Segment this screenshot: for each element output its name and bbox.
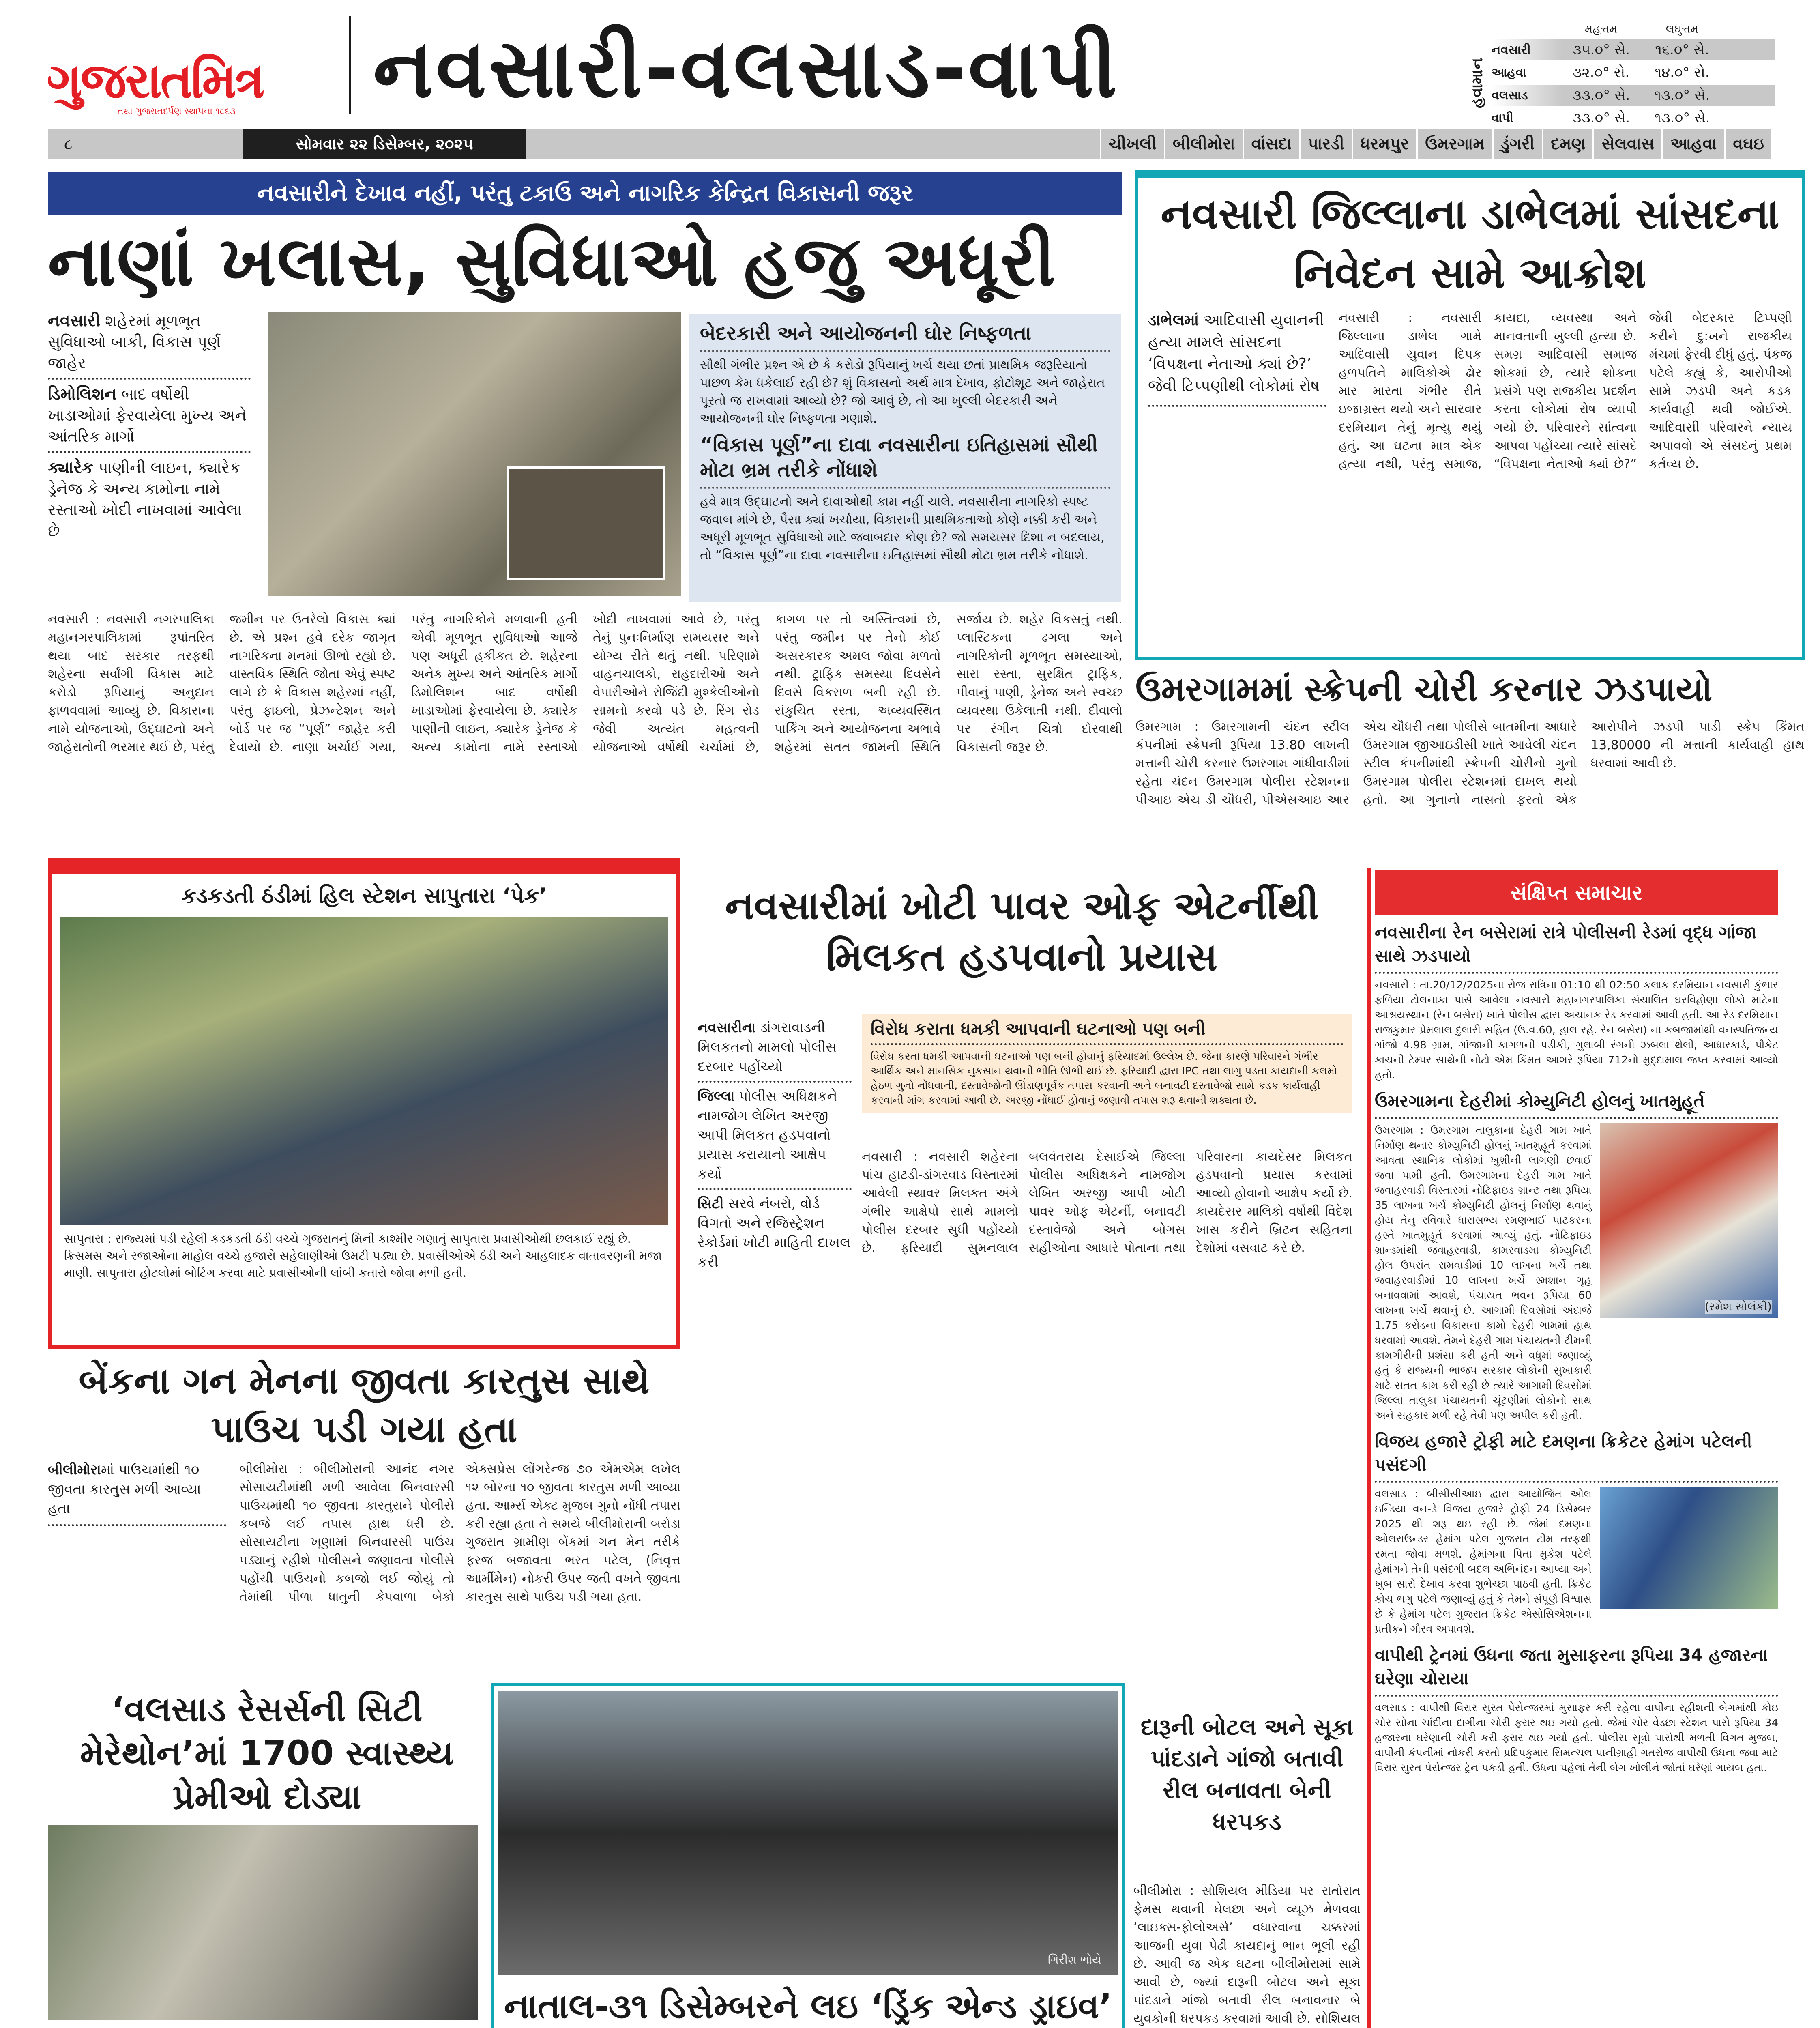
nav-town[interactable]: દમણ bbox=[1542, 129, 1592, 159]
brief-body: નવસારી : તા.20/12/2025ના રોજ રાત્રિના 01:10 થી 02:50 કલાક દરમિયાન નવસારી કુંભાર ફળિયા ટોલનાકા પાસે આવેલા નવસારી મહાનગરપાલિકા સંચાલિત ઘરવિહોણા લોકો માટેના આશ્રયસ્થાન (રેન બસેરા) ખાતે પોલીસ દ્વારા અચાનક રેડ કરવામાં આવી હતી. આ રેડ દરમિયાન રાજકુમાર પ્રેમલાલ દુલારી સહિત (ઉ.વ.60, હાલ રહે. રેન બસેરા) ના કબજામાંથી વનસ્પતિજન્ય ગાંજો 4.98 ગ્રામ, ગાંજાની કાગળની પડીકી, ગુલાબી રંગની ઝબલા થેલી, આધારકાર્ડ, પૌકેટ કાચની ટેમ્પર સાથેની નોટો એમ કિંમત આશરે રૂપિયા 712નો મુદ્દામાલ જપ્ત કરવામાં આવ્યો હતો. bbox=[1375, 979, 1778, 1081]
brief-photo-cricketer bbox=[1600, 1487, 1778, 1609]
story6-headline: બેંકના ગન મેનના જીવતા કારતુસ સાથે પાઉચ પડી ગયા હતા bbox=[79, 1360, 650, 1451]
edition-title: નવસારી-વલસાડ-વાપી bbox=[373, 21, 1120, 116]
nav-town[interactable]: વઘઇ bbox=[1724, 129, 1771, 159]
story7-headline: ‘વલસાડ રેસર્સની સિટી મેરેથોન’માં 1700 સ્વાસ્થ્ય પ્રેમીઓ દોડ્યા bbox=[80, 1689, 454, 1817]
brief-headline: વાપીથી ટ્રેનમાં ઉધના જતા મુસાફરના રૂપિયા 34 હજારના ઘરેણા ચોરાયા bbox=[1375, 1645, 1768, 1689]
brief-headline: વિજય હજારે ટ્રોફી માટે દમણના ક્રિકેટર હેમાંગ પટેલની પસંદગી bbox=[1375, 1431, 1752, 1475]
story6-lead bbox=[48, 1460, 226, 1530]
story5-headline: નવસારીમાં ખોટી પાવર ઓફ એટર્નીથી મિલકત હડપવાનો પ્રયાસ bbox=[725, 883, 1319, 980]
weather-max: ૩૫.૦° સે. bbox=[1572, 42, 1630, 58]
brief-body: ઉમરગામ : ઉમરગામ તાલુકાના દેહરી ગામ ખાતે નિર્માણ થનાર કોમ્યુનિટી હોલનું ખાતમુહૂર્ત કરવામાં આવતા સ્થાનિક લોકોમાં ખુશીની લાગણી છવાઈ જવા પામી હતી. ઉમરગામના દેહરી ગામ ખાતે જવાહરવાડી વિસ્તારમાં નોટિફાઇડ ગ્રાન્ટ તથા રૂપિયા 35 લાખના ખર્ચ કોમ્યુનિટી હોલનું નિર્માણ થવાનું હોય તેનુ રવિવારે ધારાસભ્ય રમણભાઈ પાટકરના હસ્તે ખાતમુહૂર્ત કરવામાં આવ્યું હતું. નોટિફાઇડ ગ્રાન્ડમાંથી જવાહરવાડી, કામરવાડમા કોમ્યુનિટી હોલ ઉપરાંત રામવાડીમાં 10 લાખના ખર્ચે તથા જવાહરવાડીમાં 10 લાખના ખર્ચે સ્મશાન ગૃહ બનાવવામાં આવશે, પંચાયત ભવન રૂપિયા 60 લાખના ખર્ચે થવાનું છે. આગામી દિવસોમાં અંદાજે 1.75 કરોડના વિકાસના કામો દેહરી ગામમાં હાથ ધરવામાં આવશે. તેમને દેહરી ગામ પંચાયતની ટીમની કામગીરીની પ્રશંસા કરી હતી અને વધુમાં જણાવ્યું હતું કે રાજ્યની ભાજપ સરકાર લોકોની સુખાકારી માટે સતત કામ કરી રહી છે ત્યારે આગામી દિવસોમાં જિલ્લા તાલુકા પંચાયતની ચૂંટણીમાં લોકોનો સાથ અને સહકાર મળી રહે તેવી પણ અપીલ કરી હતી. bbox=[1375, 1124, 1592, 1422]
brief-body: વલસાડ : વાપીથી વિરાર સુરત પેસેન્જરમાં મુસાફર કરી રહેલા વાપીના રહીશની બેગમાંથી કોઇ ચોર સોના ચાંદીના દાગીના ચોરી ફરાર થઇ ગયો હતો. જેમાં ચોર વેડછા સ્ટેશન પાસે રૂપિયા 34 હજારના ઘરેણાની ચોરી કરી ફરાર થઇ ગયો હતો. પોલીસ સૂત્રો પાસેથી મળતી વિગત મુજબ, વાપીની કંપનીમાં નોકરી કરતો પ્રદિપકુમાર સિમન્ચલ પાનીગ્રાહી ગતરોજ વાપીથી ઉધના જવા માટે વિરાર સુરત પેસેન્જર ટ્રેન પકડી હતી. ઉધના પહેલાં તેની બેગ ખોલીને જોતાં ઘરેણાં ગાયબ હતા. bbox=[1375, 1702, 1778, 1774]
lead-bold: બીલીમોરા bbox=[48, 1462, 101, 1478]
story1-sidebar bbox=[689, 314, 1121, 602]
weather-max: ૩૨.૦° સે. bbox=[1572, 64, 1630, 81]
weather-max-header: મહત્તમ bbox=[1584, 22, 1618, 36]
nav-town[interactable]: ઉમરગામ bbox=[1416, 129, 1492, 159]
nav-town[interactable]: બીલીમોરા bbox=[1164, 129, 1243, 159]
nav-town[interactable]: વાંસદા bbox=[1243, 129, 1299, 159]
highlight bbox=[48, 310, 251, 374]
weather-city: વાપી bbox=[1492, 111, 1514, 125]
highlight-text: સરવે નંબરો, વોર્ડ વિગતો અને રજિસ્ટ્રેશન રેકોર્ડમાં ખોટી માહિતી દાખલ કરી bbox=[698, 1196, 850, 1270]
story8-frame bbox=[491, 1683, 1125, 2028]
highlight-text: પોલીસ અધિક્ષકને નામજોગ લેખિત અરજી આપી મિલકત હડપવાનો પ્રયાસ કરાયાનો આક્ષેપ કર્યો bbox=[698, 1088, 837, 1182]
story3-body: ઉમરગામ : ઉમરગામની ચંદન સ્ટીલ કંપનીમાં સ્ક્રેપની રૂપિયા 13.80 લાખની મત્તાની ચોરી કરનાર ઉમરગામ ગાંધીવાડીમાં રહેતા ચંદન ઉમરગામ પોલીસ સ્ટેશનના પીઆઇ એચ ડી ચૌધરી, પીએસઆઇ આર એચ ચૌધરી તથા પોલીસે બાતમીના આધારે ઉમરગામ જીઆઇડીસી ખાતે આવેલી ચંદન સ્ટીલ કંપનીમાંથી સ્ક્રેપની ચોરીનો ગુનો ઉમરગામ પોલીસ સ્ટેશનમાં દાખલ થયો હતો. આ ગુનાનો નાસતો ફરતો એક આરોપીને ઝડપી પાડી સ્ક્રેપ કિંમત 13,80000 ની મત્તાની કાર્યવાહી હાથ ધરવામાં આવી છે. bbox=[1135, 720, 1805, 807]
highlight bbox=[698, 1018, 852, 1076]
highlight-text: ડાંગરાવાડની મિલકતનો મામલો પોલીસ દરબાર પહોંચ્યો bbox=[698, 1020, 837, 1075]
photo-credit: ગિરીશ ભોયે bbox=[1047, 1953, 1101, 1966]
highlight-text: બાદ વર્ષોથી ખાડાઓમાં ફેરવાયેલા મુખ્ય અને આંતરિક માર્ગો bbox=[48, 385, 247, 445]
story5-sidebar-text: વિરોધ કરતા ધમકી આપવાની ઘટનાઓ પણ બની હોવાનું ફરિયાદમાં ઉલ્લેખ છે. જેના કારણે પરિવારને ગંભીર આર્થિક અને માનસિક નુકસાન થવાની ભીતિ ઊભી થઈ છે. ફરિયાદી દ્વારા IPC તથા લાગુ પડતા કાયદાની કલમો હેઠળ ગુનો નોંધવાની, દસ્તાવેજોની ઊંડાણપૂર્વક તપાસ કરવાની અને બનાવટી દસ્તાવેજો સામે કડક કાર્યવાહી કરવાની માંગ કરવામાં આવી છે. અરજી નોંધાઈ હોવાનું જણાવી તપાસ શરૂ થવાની શક્યતા છે. bbox=[871, 1051, 1337, 1106]
highlight-text: શહેરમાં મૂળભૂત સુવિધાઓ બાકી, વિકાસ પૂર્ણ જાહેર bbox=[48, 312, 221, 372]
weather-max: ૩૩.૦° સે. bbox=[1572, 110, 1630, 126]
weather-label: હવામાન bbox=[1468, 58, 1486, 109]
story1-body: નવસારી : નવસારી નગરપાલિકા મહાનગરપાલિકામાં રૂપાંતરિત થયા બાદ સરકાર તરફથી શહેરના સર્વાંગી વિકાસ માટે કરોડો રૂપિયાનું અનુદાન ફાળવવામાં આવ્યું છે. વિકાસના નામે યોજનાઓ, ઉદ્ઘાટનો અને જાહેરાતોની ભરમાર થઈ છે, પરંતુ જમીન પર ઉતરેલો વિકાસ ક્યાં છે. એ પ્રશ્ન હવે દરેક જાગૃત નાગરિકના મનમાં ઊભો રહ્યો છે. વાસ્તવિક સ્થિતિ જોતા એવું સ્પષ્ટ લાગે છે કે વિકાસ શહેરમાં નહીં, પરંતુ ફાઇલો, પ્રેઝન્ટેશન અને બોર્ડ પર જ “પૂર્ણ” જાહેર કરી દેવાયો છે. નાણા ખર્ચાઈ ગયા, પરંતુ નાગરિકોને મળવાની હતી એવી મૂળભૂત સુવિધાઓ આજે પણ અધૂરી હકીકત છે. શહેરના અનેક મુખ્ય અને આંતરિક માર્ગો ડિમોલિશન બાદ વર્ષોથી ખાડાઓમાં ફેરવાયેલા છે. ક્યારેક પાણીની લાઇન, ક્યારેક ડ્રેનેજ કે અન્ય કામોના નામે રસ્તાઓ ખોદી નાખવામાં આવે છે, પરંતુ તેનું પુનઃનિર્માણ સમયસર અને યોગ્ય રીતે થતું નથી. પરિણામે વાહનચાલકો, રાહદારીઓ અને વેપારીઓને રોજિંદી મુશ્કેલીઓનો સામનો કરવો પડે છે. રિંગ રોડ જેવી અત્યંત મહત્વની યોજનાઓ વર્ષોથી ચર્ચામાં છે, કાગળ પર તો અસ્તિત્વમાં છે, પરંતુ જમીન પર તેનો કોઈ અસરકારક અમલ જોવા મળતો નથી. ટ્રાફિક સમસ્યા દિવસેને દિવસે વિકરાળ બની રહી છે. સંકુચિત રસ્તા, અવ્યવસ્થિત પાર્કિંગ અને આયોજનના અભાવે શહેરમાં સતત જામની સ્થિતિ સર્જાય છે. શહેર વિકસતું નથી. પ્લાસ્ટિકના ઢગલા અને નાગરિકોની મૂળભૂત સમસ્યાઓ, સારા રસ્તા, સુરક્ષિત ટ્રાફિક, પીવાનું પાણી, ડ્રેનેજ અને સ્વચ્છ વ્યવસ્થા ઉકેલાતી નથી. દીવાલો પર રંગીન ચિત્રો દોરવાથી વિકાસની જરૂર છે. bbox=[48, 612, 1122, 754]
story9-body: બીલીમોરા : સોશિયલ મીડિયા પર રાતોરાત ફેમસ થવાની ઘેલછા અને વ્યૂઝ મેળવવા ‘લાઇક્સ-ફોલોઅર્સ’ વધારવાના ચક્કરમાં આજની યુવા પેઢી કાયદાનું ભાન ભૂલી રહી છે. આવી જ એક ઘટના બીલીમોરામાં સામે આવી છે, જ્યાં દારૂની બોટલ અને સૂકા પાંદડાને ગાંજો બતાવી રીલ બનાવનાર બે યુવકોની ધરપકડ કરવામાં આવી છે. સોશિયલ bbox=[1133, 1884, 1361, 2026]
nav-town[interactable]: ડુંગરી bbox=[1492, 129, 1542, 159]
story5-highlights bbox=[698, 1018, 852, 1272]
sidebar-text-2: હવે માત્ર ઉદ્ઘાટનો અને દાવાઓથી કામ નહીં ચાલે. નવસારીના નાગરિકો સ્પષ્ટ જવાબ માંગે છે, પૈસા ક્યાં ખર્ચાયા, વિકાસની પ્રાથમિકતાઓ કોણે નક્કી કરી અને અધૂરી મૂળભૂત સુવિધાઓ માટે જવાબદાર કોણ છે? જો સમયસર દિશા ન બદલાય, તો “વિકાસ પૂર્ણ”ના દાવા નવસારીના ઇતિહાસમાં સૌથી મોટા ભ્રમ તરીકે નોંધાશે. bbox=[700, 494, 1105, 563]
weather-min: ૧૩.૦° સે. bbox=[1654, 110, 1710, 126]
weather-panel bbox=[1468, 22, 1805, 129]
weather-city: આહવા bbox=[1492, 65, 1526, 80]
story3-headline: ઉમરગામમાં સ્ક્રેપની ચોરી કરનાર ઝડપાયો bbox=[1135, 669, 1713, 709]
weather-row bbox=[1492, 62, 1775, 83]
nav-town[interactable]: ચીખલી bbox=[1100, 129, 1164, 159]
highlight-bold: નવસારીના bbox=[698, 1020, 756, 1036]
story8-headline: નાતાલ-૩૧ ડિસેમ્બરને લઇ ‘ડ્રિંક એન્ડ ડ્રાઇવ’ bbox=[504, 1986, 1112, 2026]
brief-headline: ઉમરગામના દેહરીમાં કોમ્યુનિટી હોલનું ખાતમુહૂર્ત bbox=[1375, 1091, 1705, 1111]
story9-headline: દારૂની બોટલ અને સૂકા પાંદડાને ગાંજો બતાવી રીલ બનાવતા બેની ધરપકડ bbox=[1140, 1714, 1354, 1835]
highlight-bold: ક્યારેક bbox=[48, 458, 93, 477]
brief-headline: નવસારીના રેન બસેરામાં રાત્રે પોલીસની રેડમાં વૃદ્ધ ગાંજા સાથે ઝડપાયો bbox=[1375, 922, 1757, 966]
story5-sidebar-heading: વિરોધ કરાતા ધમકી આપવાની ઘટનાઓ પણ બની bbox=[871, 1019, 1206, 1039]
highlight bbox=[48, 457, 251, 541]
weather-city: નવસારી bbox=[1492, 43, 1531, 57]
highlight-bold: જિલ્લા bbox=[698, 1088, 735, 1104]
newspaper-logo: ગુજરાતમિત્ર bbox=[47, 53, 263, 109]
story4-caption: સાપુતારા : રાજ્યમાં પડી રહેલી કડકડતી ઠંડી વચ્ચે ગુજરાતનું મિની કાશ્મીર ગણાતું સાપુતારા પ્રવાસીઓથી છલકાઈ રહ્યું છે. ક્રિસમસ અને રજાઓના માહોલ વચ્ચે હજારો સહેલાણીઓ ઉમટી પડ્યા છે. પ્રવાસીઓએ ઠંડી અને આહલાદક વાતાવરણની મજા માણી. સાપુતારા હોટલોમાં બોટિંગ કરવા માટે પ્રવાસીઓની લાંબી કતારો જોવા મળી હતી. bbox=[64, 1232, 662, 1280]
masthead-divider bbox=[349, 16, 351, 114]
story5-sidebar bbox=[862, 1014, 1352, 1113]
story4-headline: કડકડતી ઠંડીમાં હિલ સ્ટેશન સાપુતારા ‘પેક’ bbox=[181, 884, 547, 908]
brief-body: વલસાડ : બીસીસીઆઇ દ્વારા આયોજિત ઓલ ઇન્ડિયા વન-ડે વિજય હજારે ટ્રોફી 24 ડિસેમ્બર 2025 થી શરૂ થઇ રહી છે. જેમાં દમણના ઓલરાઉન્ડર હેમાંગ પટેલ ગુજરાત ટીમ તરફથી રમતા જોવા મળશે. હેમાંગના પિતા મુકેશ પટેલે હેમાંગને તેની પસંદગી બદલ અભિનંદન આપ્યા અને ખુબ સારો દેખાવ કરવા શુભેચ્છા પાઠવી હતી. ક્રિકેટ કોચ ભગુ પટેલે જણાવ્યું હતું કે તેમને સંપૂર્ણ વિશ્વાસ છે કે હેમાંગ પટેલ ગુજરાત ક્રિકેટ એસોસિએશનના પ્રતીકને ગૌરવ અપાવશે. bbox=[1375, 1488, 1592, 1635]
brief-divider bbox=[1367, 868, 1371, 2028]
story2-body: નવસારી : નવસારી જિલ્લાના ડાભેલ ગામે આદિવાસી યુવાન દિપક હળપતિને માલિકોએ ઢોર માર મારતા ગંભીર રીતે ઇજાગ્રસ્ત થયો અને સારવાર દરમિયાન તેનું મૃત્યુ થયું હતું. આ ઘટના માત્ર એક હત્યા નથી, પરંતુ સમાજ, કાયદા, વ્યવસ્થા અને માનવતાની ખુલ્લી હત્યા છે. સમગ્ર આદિવાસી સમાજ શોકમાં છે, ત્યારે શોકના પ્રસંગે પણ રાજકીય પ્રદર્શન કરતા લોકોમાં રોષ વ્યાપી ગયો છે. પરિવારને સાંત્વના આપવા પહોંચ્યા ત્યારે સાંસદે “વિપક્ષના નેતાઓ ક્યાં છે?” જેવી બેદરકાર ટિપ્પણી કરીને દુ:ખને રાજકીય મંચમાં ફેરવી દીધું હતું. પંકજ પટેલે કહ્યું કે, આરોપીઓ સામે ઝડપી અને કડક કાર્યવાહી થવી જોઈએ. આદિવાસી પરિવારને ન્યાય અપાવવો એ સંસદનું પ્રથમ કર્તવ્ય છે. bbox=[1339, 311, 1792, 471]
nav-town[interactable]: આહવા bbox=[1661, 129, 1724, 159]
weather-max: ૩૩.૦° સે. bbox=[1572, 87, 1630, 103]
highlight-text: પાણીની લાઇન, ક્યારેક ડ્રેનેજ કે અન્ય કામોના નામે રસ્તાઓ ખોદી નાખવામાં આવેલા છે bbox=[48, 459, 242, 540]
weather-row bbox=[1492, 85, 1775, 106]
story6-body: બીલીમોરા : બીલીમોરાની આનંદ નગર સોસાયટીમાંથી મળી આવેલા બિનવારસી પાઉચમાંથી ૧૦ જીવતા કારતુસને પોલીસે કબજે લઈ તપાસ હાથ ધરી છે. સોસાયટીના ખૂણામાં બિનવારસી પાઉચ પડ્યાનું રહીશે પોલીસને જણાવતા પોલીસે પહોંચી પાઉચનો કબજો લઈ જોયું તો તેમાંથી પીળા ધાતુની કેપવાળા બેકો એક્સપ્રેસ લોંગરેન્જ ૭૦ એમએમ લખેલ ૧૨ બોરના ૧૦ જીવતા કારતુસ મળી આવ્યા હતા. આર્મ્સ એક્ટ મુજબ ગુનો નોંધી તપાસ કરી રહ્યા હતા તે સમયે બીલીમોરાની બરોડા ગુજરાત ગ્રામીણ બેંકમાં ગન મેન તરીકે ફરજ બજાવતા ભરત પટેલ, (નિવૃત્ત આર્મીમેન) નોકરી ઉપર જતી વખતે જીવતા કારતુસ સાથે પાઉચ પડી ગયા હતા. bbox=[239, 1462, 680, 1604]
highlight-bold: નવસારી bbox=[48, 312, 101, 330]
story5-body: નવસારી : નવસારી શહેરના પાંચ હાટડી-ડાંગરવાડ વિસ્તારમાં આવેલી સ્થાવર મિલકત અંગે ગંભીર આક્ષેપો સાથે મામલો પોલીસ દરબાર સુધી પહોંચ્યો છે. ફરિયાદી સુમનલાલ બલવંતરાય દેસાઈએ જિલ્લા પોલીસ અધિક્ષકને નામજોગ લેખિત અરજી આપી ખોટી પાવર ઓફ એટર્ની, બનાવટી દસ્તાવેજો અને બોગસ સહીઓના આધારે પોતાના તથા પરિવારના કાયદેસર મિલકત હડપવાનો પ્રયાસ કરવામાં આવ્યો હોવાનો આક્ષેપ કર્યો છે. કાયદેસર માલિકો વર્ષોથી વિદેશ ખાસ કરીને બ્રિટન સહિતના દેશોમાં વસવાટ કરે છે. bbox=[862, 1149, 1352, 1255]
sidebar-heading-1: બેદરકારી અને આયોજનની ઘોર નિષ્ફળતા bbox=[700, 322, 1032, 345]
highlight-bold: સિટી bbox=[698, 1196, 724, 1212]
photo-credit: (રમેશ સોલંકી) bbox=[1704, 1300, 1772, 1313]
nav-town[interactable]: સેલવાસ bbox=[1592, 129, 1661, 159]
lead-text: માં પાઉચમાંથી ૧૦ જીવતા કારતુસ મળી આવ્યા હતા bbox=[48, 1462, 201, 1517]
highlight bbox=[698, 1194, 852, 1272]
nav-town[interactable]: ધરમપુર bbox=[1352, 129, 1417, 159]
weather-min: ૧૬.૦° સે. bbox=[1655, 42, 1709, 58]
issue-date: સોમવાર ૨૨ ડિસેમ્બર, ૨૦૨૫ bbox=[243, 129, 526, 159]
weather-row bbox=[1492, 107, 1775, 129]
story2-frame bbox=[1135, 170, 1805, 660]
divider bbox=[48, 378, 251, 380]
weather-city: વલસાડ bbox=[1492, 88, 1528, 103]
weather-min-header: લઘુત્તમ bbox=[1665, 22, 1699, 36]
story2-lead bbox=[1148, 309, 1326, 473]
brief-column bbox=[1375, 921, 1778, 1776]
sidebar-heading-2: “વિકાસ પૂર્ણ”ના દાવા નવસારીના ઇતિહાસમાં સૌથી મોટા ભ્રમ તરીકે નોંધાશે bbox=[700, 434, 1098, 481]
story1-photo-manhole bbox=[507, 466, 665, 580]
lead-text: આદિવાસી યુવાનની હત્યા મામલે સાંસદના ‘વિપક્ષના નેતાઓ ક્યાં છે?’ જેવી ટિપ્પણીથી લોકોમાં રોષ bbox=[1148, 311, 1324, 395]
story7-photo-marathon bbox=[48, 1825, 478, 2020]
highlight bbox=[48, 384, 251, 447]
sidebar-text-1: સૌથી ગંભીર પ્રશ્ન એ છે કે કરોડો રૂપિયાનું ખર્ચ થયા છતાં પ્રાથમિક જરૂરિયાતો પાછળ કેમ ધકેલાઈ રહી છે? શું વિકાસનો અર્થ માત્ર દેખાવ, ફોટોશૂટ અને જાહેરાત પૂરતો જ રાખવામાં આવ્યો છે? જો આવું છે, તો આ ખુલ્લી બેદરકારી અને આયોજનની ઘોર નિષ્ફળતા ગણાશે. bbox=[700, 358, 1105, 426]
logo-subtitle: તથા ગુજરાતદર્પણ સ્થાપના ૧૮૬૩ bbox=[118, 106, 236, 116]
divider bbox=[48, 451, 251, 453]
lead-bold: ડાભેલમાં bbox=[1148, 311, 1199, 329]
page-number: ૮ bbox=[64, 135, 73, 153]
section-navbar bbox=[48, 129, 1771, 159]
weather-min: ૧૩.૦° સે. bbox=[1654, 87, 1710, 103]
story1-highlights bbox=[48, 310, 251, 541]
brief-photo-community-hall bbox=[1600, 1123, 1778, 1318]
brief-header: સંક્ષિપ્ત સમાચાર bbox=[1375, 870, 1778, 915]
story4-frame bbox=[48, 858, 680, 1349]
weather-row bbox=[1492, 39, 1775, 60]
story8-photo-police-check bbox=[498, 1691, 1118, 1975]
story2-headline: નવસારી જિલ્લાના ડાભેલમાં સાંસદના નિવેદન સામે આક્રોશ bbox=[1161, 189, 1779, 298]
nav-town[interactable]: પારડી bbox=[1299, 129, 1352, 159]
story1-headline: નાણાં ખલાસ, સુવિધાઓ હજુ અધૂરી bbox=[48, 221, 1056, 302]
story4-photo-saputara bbox=[60, 917, 668, 1225]
highlight-bold: ડિમોલિશન bbox=[48, 385, 117, 404]
story1-kicker: નવસારીને દેખાવ નહીં, પરંતુ ટકાઉ અને નાગરિક કેન્દ્રિત વિકાસની જરૂર bbox=[48, 172, 1122, 215]
weather-min: ૧૪.૦° સે. bbox=[1655, 64, 1710, 81]
highlight bbox=[698, 1087, 852, 1184]
